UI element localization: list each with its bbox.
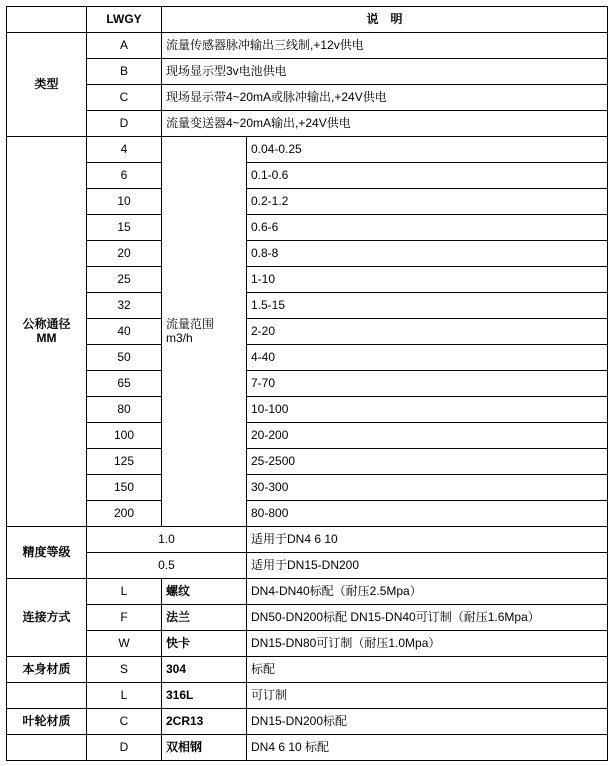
code-cell: 50	[87, 345, 162, 371]
table-row	[7, 137, 608, 163]
mid-cell: 法兰	[162, 605, 247, 631]
code-cell: D	[87, 735, 162, 761]
header-blank-cell	[7, 7, 87, 33]
table-row	[7, 345, 608, 371]
row-label-accuracy-class: 精度等级	[7, 527, 87, 579]
table-row	[7, 423, 608, 449]
mid-cell: 双相钢	[162, 735, 247, 761]
description-cell: 30-300	[247, 475, 608, 501]
mid-cell: 快卡	[162, 631, 247, 657]
description-cell: 现场显示带4~20mA或脉冲输出,+24V供电	[162, 85, 608, 111]
row-label-body-material: 本身材质	[7, 657, 87, 683]
mid-cell: 304	[162, 657, 247, 683]
specification-table	[6, 6, 608, 761]
table-row	[7, 657, 608, 683]
table-row	[7, 85, 608, 111]
description-cell: 20-200	[247, 423, 608, 449]
code-cell: 100	[87, 423, 162, 449]
code-cell: 25	[87, 267, 162, 293]
description-cell: 现场显示型3v电池供电	[162, 59, 608, 85]
table-row	[7, 683, 608, 709]
table-row	[7, 475, 608, 501]
code-cell: B	[87, 59, 162, 85]
description-cell: 80-800	[247, 501, 608, 527]
code-cell: 10	[87, 189, 162, 215]
description-cell: 标配	[247, 657, 608, 683]
table-row	[7, 163, 608, 189]
table-row	[7, 371, 608, 397]
table-row	[7, 709, 608, 735]
code-cell: 32	[87, 293, 162, 319]
row-label-nominal-diameter	[7, 137, 87, 527]
code-cell: 150	[87, 475, 162, 501]
description-cell: 流量变送器4~20mA输出,+24V供电	[162, 111, 608, 137]
flow-range-line2: m3/h	[166, 330, 193, 345]
row-label-impeller-material-alt	[7, 735, 87, 761]
code-cell: 15	[87, 215, 162, 241]
code-cell: 4	[87, 137, 162, 163]
code-cell: S	[87, 657, 162, 683]
table-row	[7, 111, 608, 137]
mid-cell: 316L	[162, 683, 247, 709]
table-row	[7, 189, 608, 215]
code-cell: F	[87, 605, 162, 631]
header-description-cell: 说 明	[162, 7, 608, 33]
table-row	[7, 579, 608, 605]
table-row	[7, 59, 608, 85]
flow-range-label	[162, 137, 247, 527]
table-row	[7, 319, 608, 345]
mid-cell: 螺纹	[162, 579, 247, 605]
code-cell: L	[87, 683, 162, 709]
description-cell: 10-100	[247, 397, 608, 423]
row-label-impeller-material: 叶轮材质	[7, 709, 87, 735]
code-cell: C	[87, 709, 162, 735]
description-cell: 适用于DN4 6 10	[247, 527, 608, 553]
description-cell: 0.6-6	[247, 215, 608, 241]
table-row	[7, 735, 608, 761]
table-row	[7, 241, 608, 267]
code-cell: 40	[87, 319, 162, 345]
description-cell: 流量传感器脉冲输出三线制,+12v供电	[162, 33, 608, 59]
table-row	[7, 631, 608, 657]
table-row	[7, 527, 608, 553]
description-cell: 0.04-0.25	[247, 137, 608, 163]
description-cell: DN15-DN80可订制（耐压1.0Mpa）	[247, 631, 608, 657]
code-cell: 6	[87, 163, 162, 189]
code-cell: C	[87, 85, 162, 111]
header-model-cell: LWGY	[87, 7, 162, 33]
description-cell: 4-40	[247, 345, 608, 371]
nominal-diameter-line2: MM	[36, 330, 57, 345]
description-cell: 0.8-8	[247, 241, 608, 267]
code-cell: A	[87, 33, 162, 59]
table-row	[7, 553, 608, 579]
table-row	[7, 267, 608, 293]
code-cell: 125	[87, 449, 162, 475]
description-cell: 适用于DN15-DN200	[247, 553, 608, 579]
nominal-diameter-line1: 公称通径	[22, 316, 71, 331]
description-cell: 1.5-15	[247, 293, 608, 319]
description-cell: DN4 6 10 标配	[247, 735, 608, 761]
description-cell: 7-70	[247, 371, 608, 397]
description-cell: 0.2-1.2	[247, 189, 608, 215]
table-row	[7, 397, 608, 423]
description-cell: DN15-DN200标配	[247, 709, 608, 735]
code-cell: 200	[87, 501, 162, 527]
code-cell: 80	[87, 397, 162, 423]
code-cell: D	[87, 111, 162, 137]
description-cell: DN4-DN40标配（耐压2.5Mpa）	[247, 579, 608, 605]
description-cell: 2-20	[247, 319, 608, 345]
mid-cell: 2CR13	[162, 709, 247, 735]
table-row	[7, 215, 608, 241]
table-row	[7, 449, 608, 475]
description-cell: 25-2500	[247, 449, 608, 475]
row-label-connection-type: 连接方式	[7, 579, 87, 657]
table-row	[7, 293, 608, 319]
description-cell: 可订制	[247, 683, 608, 709]
row-label-body-material-alt	[7, 683, 87, 709]
code-cell: W	[87, 631, 162, 657]
table-row	[7, 605, 608, 631]
row-label-type: 类型	[7, 33, 87, 137]
table-row	[7, 33, 608, 59]
code-cell: 0.5	[87, 553, 247, 579]
flow-range-line1: 流量范围	[166, 316, 215, 331]
code-cell: 1.0	[87, 527, 247, 553]
description-cell: 1-10	[247, 267, 608, 293]
code-cell: 65	[87, 371, 162, 397]
description-cell: 0.1-0.6	[247, 163, 608, 189]
table-row	[7, 501, 608, 527]
code-cell: L	[87, 579, 162, 605]
code-cell: 20	[87, 241, 162, 267]
table-header-row	[7, 7, 608, 33]
description-cell: DN50-DN200标配 DN15-DN40可订制（耐压1.6Mpa）	[247, 605, 608, 631]
